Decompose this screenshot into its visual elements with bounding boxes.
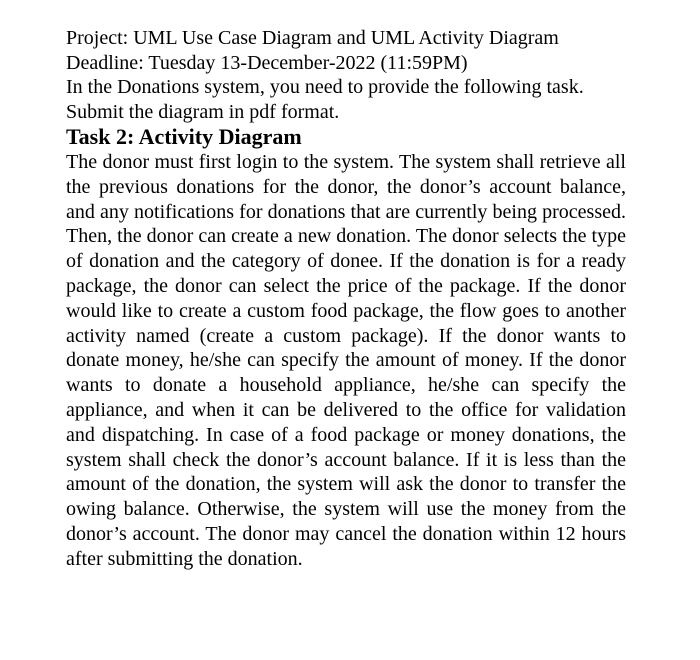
task-description: The donor must first login to the system. The system shall retrieve all the previous donations for the donor, the donor’s account balance, and any notifications for donations that are currently being processed. Then, the donor can create a new donation. The donor selects the type of donation and the category of donee. If the donation is for a ready package, the donor can select the price of the package. If the donor would like to create a custom food package, the flow goes to another activity named (create a custom package). If the donor wants to donate money, he/she can specify the amount of money. If the donor wants to donate a household appliance, he/she can specify the appliance, and when it can be delivered to the office for validation and dispatching. In case of a food package or money donations, the system shall check the donor’s account balance. If it is less than the amount of the donation, the system will ask the donor to transfer the owing balance. Otherwise, the system will use the money from the donor’s account. The donor may cancel the donation within 12 hours after submitting the donation. — [66, 151, 626, 570]
document-page — [66, 26, 626, 572]
deadline-line: Deadline: Tuesday 13-December-2022 (11:59PM) — [66, 51, 468, 74]
task-heading: Task 2: Activity Diagram — [66, 124, 302, 149]
project-line: Project: UML Use Case Diagram and UML Activity Diagram — [66, 27, 559, 49]
submission-line: Submit the diagram in pdf format. — [66, 100, 340, 123]
instruction-line: In the Donations system, you need to provide the following task. — [66, 76, 584, 98]
